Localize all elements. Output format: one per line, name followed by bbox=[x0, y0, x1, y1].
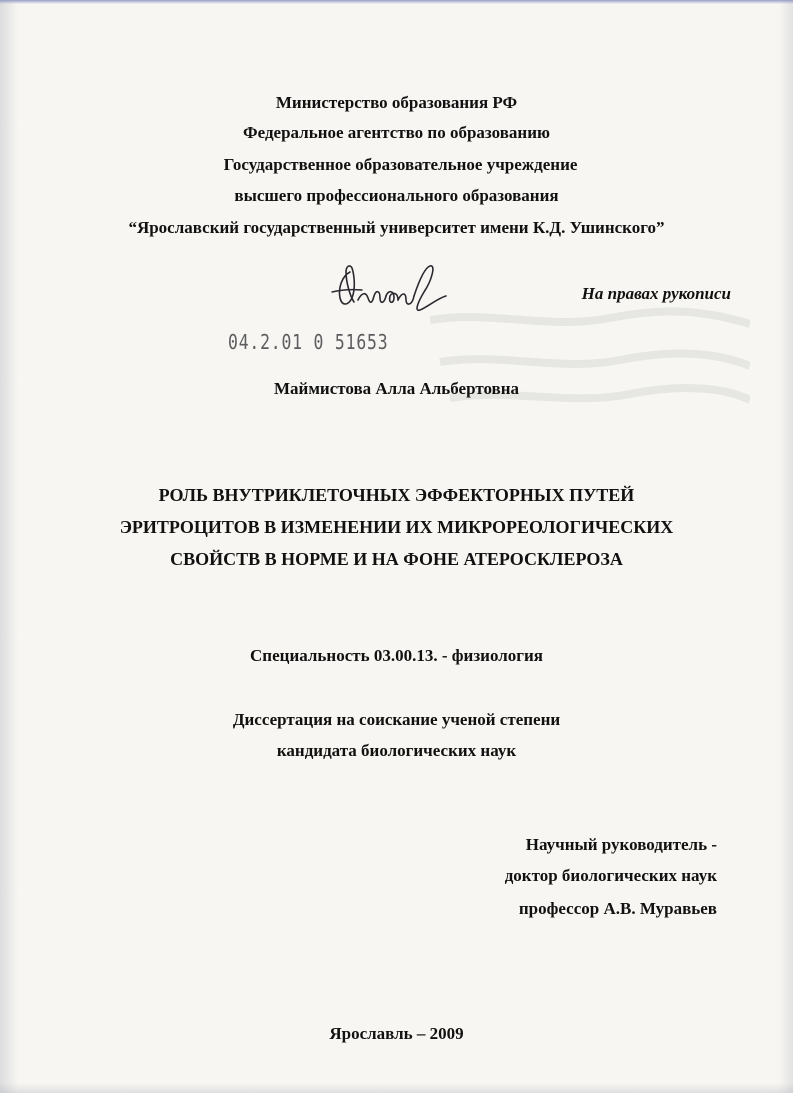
education-level-line: высшего профессионального образования bbox=[234, 186, 559, 205]
author-name: Маймистова Алла Альбертовна bbox=[273, 379, 520, 398]
city-year: Ярославль – 2009 bbox=[329, 1024, 464, 1043]
university-line: “Ярославский государственный университет имени К.Д. Ушинского” bbox=[128, 218, 665, 237]
registration-stamp-number: 04.2.01 0 51653 bbox=[228, 330, 389, 354]
manuscript-rights-note: На правах рукописи bbox=[581, 284, 731, 303]
degree-line-2: кандидата биологических наук bbox=[276, 741, 517, 760]
degree-line-1: Диссертация на соискание ученой степени bbox=[232, 710, 561, 729]
title-line-2: ЭРИТРОЦИТОВ В ИЗМЕНЕНИИ ИХ МИКРОРЕОЛОГИЧЕСКИХ bbox=[119, 517, 674, 537]
institution-type-line: Государственное образовательное учреждение bbox=[223, 155, 578, 174]
supervisor-name: профессор А.В. Муравьев bbox=[518, 899, 717, 918]
scan-bottom-edge bbox=[0, 1083, 793, 1093]
specialty-line: Специальность 03.00.13. - физиология bbox=[250, 646, 543, 665]
title-line-3: СВОЙСТВ В НОРМЕ И НА ФОНЕ АТЕРОСКЛЕРОЗА bbox=[170, 549, 623, 569]
scan-top-edge bbox=[0, 0, 793, 4]
agency-line: Федеральное агентство по образованию bbox=[243, 123, 550, 142]
supervisor-degree: доктор биологических наук bbox=[504, 866, 717, 885]
ministry-line: Министерство образования РФ bbox=[275, 93, 518, 112]
author-signature bbox=[328, 262, 450, 314]
title-line-1: РОЛЬ ВНУТРИКЛЕТОЧНЫХ ЭФФЕКТОРНЫХ ПУТЕЙ bbox=[158, 485, 635, 505]
supervisor-label: Научный руководитель - bbox=[525, 835, 717, 854]
